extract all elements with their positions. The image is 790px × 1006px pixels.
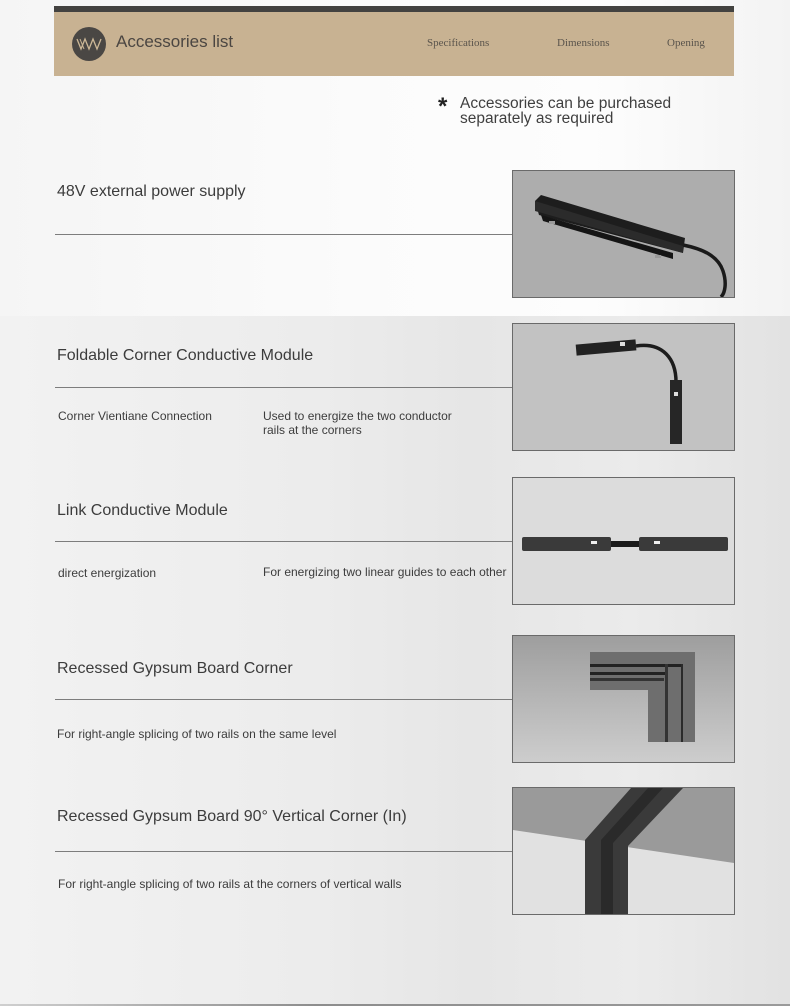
item-title: Foldable Corner Conductive Module [57,347,314,364]
header-top-bar [54,6,734,12]
divider [55,541,512,542]
item-description: For energizing two linear guides to each other [263,565,507,579]
header-band [54,6,734,76]
gypsum-board-corner-photo [512,635,735,763]
link-module-photo [512,477,735,605]
item-title: Link Conductive Module [57,502,228,519]
foldable-corner-module-photo [512,323,735,451]
item-description: Used to energize the two conductor rails at the corners [263,409,452,437]
divider [55,387,512,388]
item-description: For right-angle splicing of two rails on the same level [57,727,337,741]
vertical-corner-photo [512,787,735,915]
nav-opening[interactable]: Opening [667,37,705,49]
asterisk-icon: * [438,93,448,120]
item-type: Corner Vientiane Connection [58,409,212,423]
item-description: For right-angle splicing of two rails at the corners of vertical walls [58,877,402,891]
nav-specifications[interactable]: Specifications [427,37,490,49]
note-text: Accessories can be purchased separately as required [460,95,672,127]
item-title: 48V external power supply [57,183,246,200]
nav-dimensions[interactable]: Dimensions [557,37,610,49]
divider [55,851,512,852]
item-type: direct energization [58,566,157,580]
item-title: Recessed Gypsum Board Corner [57,660,293,677]
power-supply-photo [512,170,735,298]
vvv-logo-icon [72,27,106,61]
item-title: Recessed Gypsum Board 90° Vertical Corner (In) [57,808,407,825]
divider [55,699,512,700]
page-title: Accessories list [116,32,234,51]
divider [55,234,512,235]
